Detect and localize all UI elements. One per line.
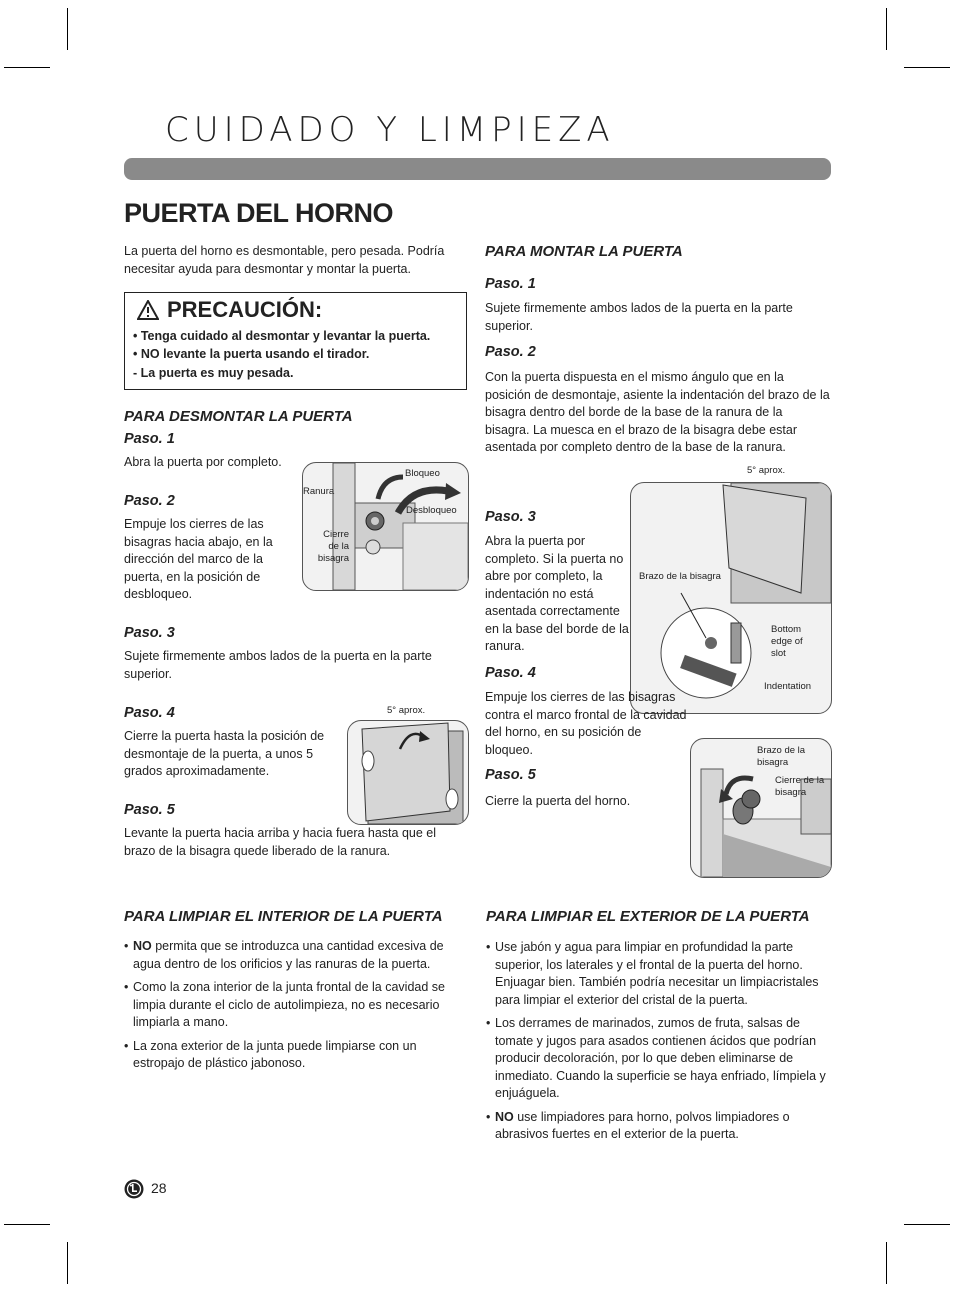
list-item	[486, 939, 830, 1009]
caution-line: • Tenga cuidado al desmontar y levantar la puerta.	[133, 329, 431, 343]
label-bloqueo: Bloqueo	[405, 468, 440, 479]
install-step-text: Sujete firmemente ambos lados de la puerta en la parte superior.	[485, 301, 793, 333]
install-step-label: Paso. 5	[485, 767, 536, 783]
label-brazo: Brazo de la bisagra	[757, 745, 806, 768]
install-heading: PARA MONTAR LA PUERTA	[485, 243, 683, 260]
intro-text: La puerta del horno es desmontable, pero pesada. Podría necesitar ayuda para desmontar y montar la puerta.	[124, 244, 445, 276]
warning-icon	[137, 300, 159, 320]
install-step-label: Paso. 4	[485, 665, 536, 681]
crop-mark	[67, 1242, 68, 1284]
list-item	[124, 979, 468, 1032]
list-item-bold: NO	[495, 1109, 514, 1124]
list-item	[124, 938, 468, 973]
label-indentation: Indentation	[764, 681, 812, 692]
door-illustration	[348, 721, 468, 824]
clean-interior-list	[124, 938, 468, 1079]
lg-logo-icon	[124, 1179, 144, 1199]
label-brazo: Brazo de la bisagra	[639, 571, 721, 582]
label-cierre: Cierre de la bisagra	[775, 775, 825, 798]
install-step-text: Empuje los cierres de las bisagras contra el marco frontal de la cavidad del horno, en su posición de bloqueo.	[485, 690, 687, 757]
door-angle-figure	[347, 720, 469, 825]
caution-title-row	[137, 297, 322, 323]
install-step-text: Abra la puerta por completo. Si la puerta no abre por completo, la indentación no está asentada correctamente en la base del borde de la ranura.	[485, 534, 629, 653]
hinge-seat-illustration	[631, 483, 831, 713]
list-item	[486, 1109, 830, 1144]
remove-step-text: Cierre la puerta hasta la posición de desmontaje de la puerta, a unos 5 grados aproximadamente.	[124, 729, 325, 778]
crop-mark	[67, 8, 68, 50]
remove-heading: PARA DESMONTAR LA PUERTA	[124, 408, 353, 425]
clean-exterior-heading: PARA LIMPIAR EL EXTERIOR DE LA PUERTA	[486, 908, 810, 925]
section-bar	[124, 158, 831, 180]
list-item	[124, 1038, 468, 1073]
clean-exterior-list	[486, 939, 830, 1150]
install-step-label: Paso. 2	[485, 344, 536, 360]
remove-step-text: Abra la puerta por completo.	[124, 455, 282, 469]
crop-mark	[904, 1224, 950, 1225]
page-number: 28	[151, 1180, 167, 1196]
hinge-illustration	[303, 463, 468, 590]
remove-step-text: Sujete firmemente ambos lados de la puerta en la parte superior.	[124, 649, 432, 681]
list-item-bold: NO	[133, 939, 152, 953]
page-title: PUERTA DEL HORNO	[124, 198, 394, 228]
hinge-unlock-figure	[302, 462, 469, 591]
label-5-aprox: 5° aprox.	[747, 465, 786, 476]
crop-mark	[4, 67, 50, 68]
list-item-text: La zona exterior de la junta puede limpiarse con un estropajo de plástico jabonoso.	[133, 1038, 417, 1070]
install-step-label: Paso. 3	[485, 509, 536, 525]
remove-step-label: Paso. 2	[124, 493, 175, 509]
remove-step-label: Paso. 5	[124, 802, 175, 818]
install-step-text: Con la puerta dispuesta en el mismo ángulo que en la posición de desmontaje, asiente la indentación del brazo de la bisagra dentro del borde de la base de la ranura de la bisagra. La muesca en el brazo de la bisagra debe estar asentada por completo dentro de la base de la ranura.	[485, 370, 830, 454]
list-item-text: permita que se introduzca una cantidad excesiva de agua dentro de los orificios y las ranuras de la puerta.	[133, 939, 444, 971]
install-step-text: Cierre la puerta del horno.	[485, 794, 631, 808]
label-desbloqueo: Desbloqueo	[406, 505, 457, 516]
clean-interior-heading: PARA LIMPIAR EL INTERIOR DE LA PUERTA	[124, 908, 443, 925]
list-item-text: Como la zona interior de la junta frontal de la cavidad se limpia durante el ciclo de autolimpieza, no es necesario limpiarla a mano.	[133, 980, 445, 1029]
list-item	[486, 1015, 830, 1103]
label-5-aprox: 5° aprox.	[387, 705, 426, 716]
caution-line: - La puerta es muy pesada.	[133, 366, 294, 380]
crop-mark	[904, 67, 950, 68]
section-title: CUIDADO Y LIMPIEZA	[165, 110, 615, 150]
caution-title: PRECAUCIÓN:	[167, 297, 323, 322]
list-item-text: use limpiadores para horno, polvos limpiadores o abrasivos fuertes en el exterior de la puerta.	[495, 1109, 790, 1141]
caution-line: • NO levante la puerta usando el tirador.	[133, 347, 370, 361]
label-ranura: Ranura	[303, 486, 335, 497]
label-cierre: Cierre de la bisagra	[317, 529, 349, 564]
list-item-text: Los derrames de marinados, zumos de fruta, salsas de tomate y jugos para asados contienen ácidos que podrían producir decoloración, por lo que deben eliminarse de inmediato. Cuando la superficie se haya enfriado, límpiela y enjuáguela.	[495, 1016, 826, 1100]
remove-step-text: Empuje los cierres de las bisagras hacia abajo, en la dirección del marco de la puerta, en la posición de desbloqueo.	[124, 517, 273, 601]
hinge-seat-figure	[630, 482, 832, 714]
crop-mark	[4, 1224, 50, 1225]
remove-step-label: Paso. 1	[124, 431, 175, 447]
label-bottom-edge: Bottom edge of slot	[771, 624, 803, 659]
crop-mark	[886, 8, 887, 50]
remove-step-label: Paso. 4	[124, 705, 175, 721]
remove-step-label: Paso. 3	[124, 625, 175, 641]
remove-step-text: Levante la puerta hacia arriba y hacia fuera hasta que el brazo de la bisagra quede liberado de la ranura.	[124, 826, 437, 858]
caution-box	[124, 292, 467, 390]
hinge-lock-figure	[690, 738, 832, 878]
install-step-label: Paso. 1	[485, 276, 536, 292]
crop-mark	[886, 1242, 887, 1284]
list-item-text: Use jabón y agua para limpiar en profundidad la parte superior, los laterales y el frontal de la puerta del horno. Enjuagar bien. También podría necesitar un limpiacristales para limpiar el exterior del cristal de la puerta.	[495, 940, 819, 1007]
